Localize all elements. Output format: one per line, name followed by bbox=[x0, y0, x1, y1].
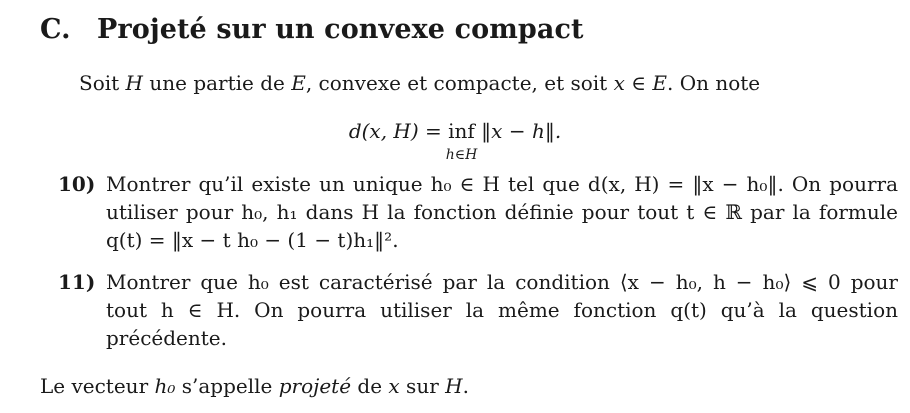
question-line: Montrer qu’il existe un unique h₀ ∈ H tel que d(x, H) = ‖x − h₀‖. On pourra bbox=[106, 172, 898, 196]
section-title: Projeté sur un convexe compact bbox=[97, 14, 584, 45]
intro-var-h: H bbox=[125, 71, 143, 95]
intro-text: . On note bbox=[667, 71, 761, 95]
intro-paragraph bbox=[79, 69, 879, 97]
question-number: 11) bbox=[58, 270, 96, 294]
intro-var-x: x bbox=[613, 71, 625, 95]
intro-text: Soit bbox=[79, 71, 126, 95]
inf-operator bbox=[445, 117, 478, 163]
question-line: utiliser pour h₀, h₁ dans H la fonction définie pour tout t ∈ ℝ par la formule bbox=[106, 200, 898, 224]
conclusion-var-x: x bbox=[388, 374, 400, 398]
conclusion-text: . bbox=[462, 374, 469, 398]
question-line: Montrer que h₀ est caractérisé par la condition ⟨x − h₀, h − h₀⟩ ⩽ 0 pour bbox=[106, 270, 898, 294]
section-heading bbox=[40, 14, 584, 45]
intro-text: ∈ bbox=[624, 71, 653, 95]
intro-text: , convexe et compacte, et soit bbox=[305, 71, 614, 95]
intro-var-e: E bbox=[652, 71, 667, 95]
distance-equation bbox=[0, 117, 910, 163]
equation-rhs: ‖x − h‖. bbox=[474, 119, 562, 143]
inf-label: inf bbox=[448, 119, 475, 143]
conclusion-var-h: H bbox=[445, 374, 463, 398]
question-11 bbox=[58, 268, 898, 352]
question-text bbox=[106, 268, 898, 352]
intro-var-e: E bbox=[291, 71, 306, 95]
question-number: 10) bbox=[58, 172, 96, 196]
equation-lhs: d(x, H) = bbox=[348, 119, 449, 143]
question-10 bbox=[58, 170, 898, 254]
conclusion-text: Le vecteur bbox=[40, 374, 155, 398]
conclusion-var-h0: h₀ bbox=[154, 374, 176, 398]
question-line: précédente. bbox=[106, 326, 227, 350]
question-line: q(t) = ‖x − t h₀ − (1 − t)h₁‖². bbox=[106, 228, 399, 252]
conclusion-paragraph bbox=[40, 372, 469, 400]
conclusion-text: sur bbox=[399, 374, 446, 398]
section-number: C. bbox=[40, 14, 71, 45]
conclusion-text: de bbox=[351, 374, 389, 398]
conclusion-term: projeté bbox=[278, 374, 352, 398]
inf-subscript: h∈H bbox=[445, 147, 478, 163]
intro-text: une partie de bbox=[143, 71, 292, 95]
question-text bbox=[106, 170, 898, 254]
question-line: tout h ∈ H. On pourra utiliser la même fonction q(t) qu’à la question bbox=[106, 298, 898, 322]
conclusion-text: s’appelle bbox=[175, 374, 279, 398]
